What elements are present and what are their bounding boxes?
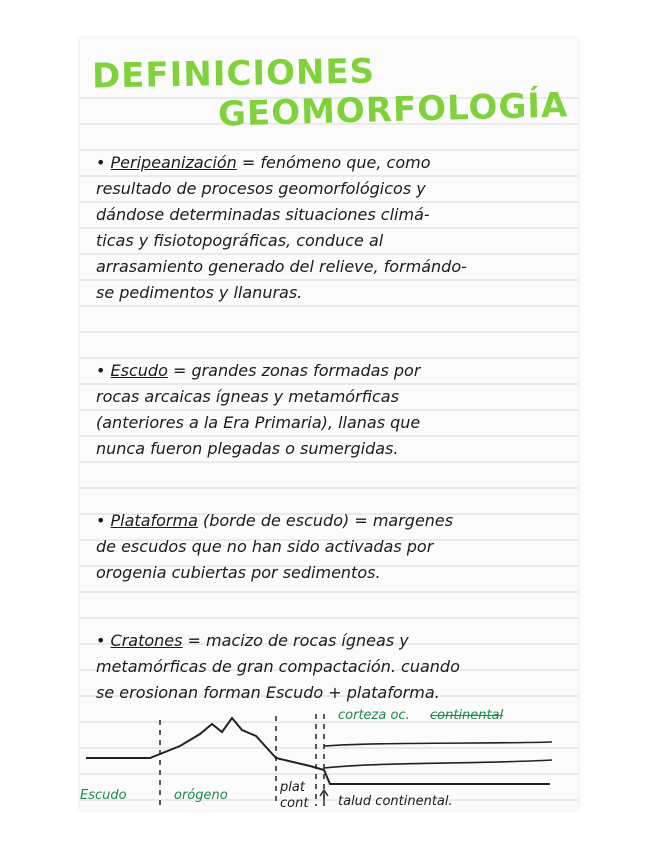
notebook-page	[80, 38, 578, 810]
definition-plataforma	[96, 508, 566, 586]
title-line-1: DEFINICIONES	[91, 51, 376, 97]
title-line-2: GEOMORFOLOGÍA	[217, 85, 569, 135]
definition-cratones	[96, 628, 566, 706]
definition-peripeanizacion	[96, 150, 566, 306]
definition-line: orogenia cubiertas por sedimentos.	[96, 563, 381, 582]
label-orogeno: orógeno	[174, 788, 228, 803]
definition-term: Escudo	[110, 361, 168, 380]
craton-cross-section-sketch	[80, 706, 578, 810]
definition-line: (anteriores a la Era Primaria), llanas que	[96, 413, 421, 432]
definition-line: • Peripeanización = fenómeno que, como	[96, 153, 431, 172]
definition-line: se erosionan forman Escudo + plataforma.	[96, 683, 440, 702]
definition-line: ticas y fisiotopográficas, conduce al	[96, 231, 384, 250]
definition-line: arrasamiento generado del relieve, formándo-	[96, 257, 467, 276]
definition-line: de escudos que no han sido activadas por	[96, 537, 434, 556]
definition-term: Cratones	[110, 631, 183, 650]
label-escudo: Escudo	[80, 788, 127, 803]
label-talud: talud continental.	[338, 794, 453, 809]
definition-line: • Plataforma (borde de escudo) = margenes	[96, 511, 454, 530]
definition-term: Plataforma	[110, 511, 198, 530]
definition-line: metamórficas de gran compactación. cuando	[96, 657, 460, 676]
definition-line: dándose determinadas situaciones climá-	[96, 205, 430, 224]
definition-line: resultado de procesos geomorfológicos y	[96, 179, 426, 198]
definition-escudo	[96, 358, 566, 462]
definition-term: Peripeanización	[110, 153, 237, 172]
definition-line: se pedimentos y llanuras.	[96, 283, 303, 302]
definition-line: • Cratones = macizo de rocas ígneas y	[96, 631, 409, 650]
definition-line: rocas arcaicas ígneas y metamórficas	[96, 387, 399, 406]
label-corteza: corteza oc.	[338, 708, 410, 723]
definition-line: nunca fueron plegadas o sumergidas.	[96, 439, 399, 458]
cross-section-drawing	[80, 706, 578, 810]
definition-line: • Escudo = grandes zonas formadas por	[96, 361, 421, 380]
label-continental: continental	[430, 708, 504, 723]
label-cont: cont	[280, 796, 309, 811]
label-plat: plat	[280, 780, 305, 795]
